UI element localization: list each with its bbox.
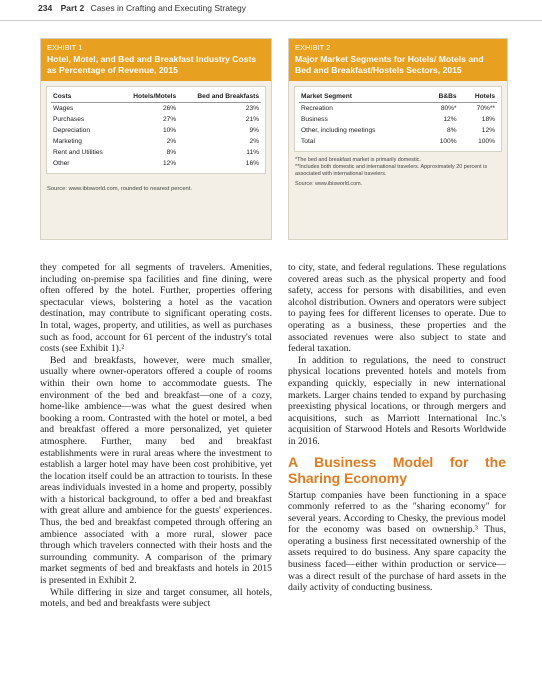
table-cell: Marketing — [53, 138, 82, 145]
table-row — [299, 114, 497, 125]
table-row — [299, 125, 497, 136]
paragraph: In addition to regulations, the need to construct physical locations prevented hotels and motels from expanding quickly, especially in new international markets. Larger chains tended to expand by purchasing preexisting physical locations, or through mergers and acquisitions, such as Marriott International Inc.'s acquisition of Starwood Hotels and Resorts Worldwide in 2016. — [288, 354, 506, 447]
exhibit-1-label: EXHIBIT 1 — [47, 43, 83, 52]
exhibit-2-source: Source: www.ibisworld.com. — [295, 181, 363, 187]
table-cell: Business — [301, 116, 328, 123]
running-header — [38, 3, 246, 13]
paragraph: to city, state, and federal regulations. These regulations covered areas such as the physical property and food safety, access for persons with disabilities, and even alcohol distribution. Owners and operators were subject to paying fees for different licenses to operate. Due to operating as a business, these properties and the associated revenues were also subject to state and federal taxation. — [288, 262, 506, 355]
table-cell: 12% — [443, 116, 457, 123]
exhibit-2-table — [299, 91, 497, 147]
exhibit-2 — [288, 38, 508, 240]
table-cell: Other — [53, 160, 70, 167]
part-label: Part 2 — [60, 3, 85, 13]
col-header: Market Segment — [299, 91, 424, 103]
table-cell: 23% — [245, 105, 259, 112]
table-cell: Purchases — [53, 116, 85, 123]
section-heading: A Business Model for the Sharing Economy — [288, 453, 506, 486]
part-title: Cases in Crafting and Executing Strategy — [90, 3, 247, 13]
left-column — [40, 262, 272, 610]
table-row — [299, 103, 497, 115]
table-cell: 8% — [166, 149, 177, 156]
table-cell: Total — [301, 138, 315, 145]
exhibit-2-title: Major Market Segments for Hotels/ Motels and Bed and Breakfast/Hostels Sectors, 2015 — [295, 54, 484, 75]
table-cell: Other, including meetings — [301, 127, 376, 134]
paragraph: While differing in size and target consumer, all hotels, motels, and bed and breakfasts were subject — [40, 586, 272, 610]
paragraph: Startup companies have been functioning in a space commonly referred to as the "sharing economy" for several years. According to Chesky, the previous model for the economy was based on ownership.³ Thus, operating a business first necessitated ownership of the assets required to do business. Any spare capacity the business faced—either within production or service—was a direct result of the purchase of hard assets in the daily activity of conducting business. — [288, 489, 506, 594]
table-cell: 18% — [481, 116, 495, 123]
exhibit-1-title: Hotel, Motel, and Bed and Breakfast Industry Costs as Percentage of Revenue, 2015 — [47, 54, 257, 75]
right-column — [288, 262, 506, 594]
exhibit-2-table-box — [294, 86, 502, 152]
exhibit-1-source: Source: www.ibisworld.com, rounded to nearest percent. — [47, 186, 192, 192]
table-cell: Rent and Utilities — [53, 149, 103, 156]
page-number: 234 — [38, 3, 53, 13]
table-cell: Wages — [53, 105, 74, 112]
table-row — [51, 147, 261, 158]
table-cell: 12% — [162, 160, 177, 167]
col-header: Hotels — [459, 91, 497, 103]
paragraph: Bed and breakfasts, however, were much smaller, usually where owner-operators offered a couple of rooms within their own home to accommodate guests. The environment of the bed and breakfast—one of a cozy, home-like ambience—was what the guest desired when booking a room. Contrasted with the hotel or motel, a bed and breakfast offered a more personalized, yet quieter atmosphere. Further, many bed and breakfast establishments were in rural areas where the investment to establish a larger hotel may have been cost prohibitive, yet the location itself could be an attraction to tourists. In these areas individuals invested in a home and property, possibly with a historical background, to offer a bed and breakfast with great allure and ambience for the guests' experiences. Thus, the bed and breakfast competed through offering an ambience associated with a more rural, slower pace through which travelers connected with their hosts and the surrounding community. A comparison of the primary market segments of bed and breakfasts and hotels in 2015 is presented in Exhibit 2. — [40, 354, 272, 587]
table-cell: 2% — [166, 138, 177, 145]
col-header: Costs — [51, 91, 119, 103]
table-cell: 21% — [245, 116, 259, 123]
table-cell: 8% — [447, 127, 457, 134]
table-cell: 10% — [162, 127, 177, 134]
exhibit-2-note: *The bed and breakfast market is primarily domestic. — [295, 157, 421, 163]
table-cell: 11% — [246, 149, 259, 156]
col-header: Bed and Breakfasts — [178, 91, 261, 103]
header-divider — [0, 20, 542, 21]
exhibit-1-table — [51, 91, 261, 169]
table-cell: 2% — [249, 138, 259, 145]
table-row — [299, 136, 497, 147]
col-header: Hotels/Motels — [119, 91, 178, 103]
table-cell: 27% — [162, 116, 177, 123]
table-cell: 100% — [439, 138, 457, 145]
exhibit-2-label: EXHIBIT 2 — [295, 43, 331, 52]
exhibit-1 — [40, 38, 272, 240]
col-header: B&Bs — [424, 91, 459, 103]
exhibit-1-header — [41, 39, 271, 81]
exhibit-2-note: **Includes both domestic and international travelers. Approximately 20 percent is associated with international travelers. — [295, 164, 488, 177]
table-cell: Recreation — [301, 105, 333, 112]
exhibit-2-header — [289, 39, 507, 81]
table-cell: 12% — [481, 127, 495, 134]
table-row — [51, 114, 261, 125]
paragraph: they competed for all segments of travelers. Amenities, including on-premise spa facilities and fine dining, were often offered by the hotel. Further, properties offering spectacular views, bolstering a hotel as the vacation destination, may contribute to significant operating costs. In total, wages, property, and utilities, as well as purchases such as food, account for 61 percent of the industry's total costs (see Exhibit 1).² — [40, 262, 272, 355]
exhibit-1-table-box — [46, 86, 266, 174]
table-cell: 9% — [249, 127, 259, 134]
table-cell: 80%* — [440, 105, 457, 112]
table-cell: 26% — [162, 105, 177, 112]
table-cell: 16% — [245, 160, 259, 167]
table-row — [51, 136, 261, 147]
table-cell: 70%** — [476, 105, 495, 112]
table-cell: 100% — [478, 138, 495, 145]
table-cell: Depreciation — [53, 127, 91, 134]
table-row — [51, 103, 261, 115]
table-row — [51, 158, 261, 169]
table-row — [51, 125, 261, 136]
